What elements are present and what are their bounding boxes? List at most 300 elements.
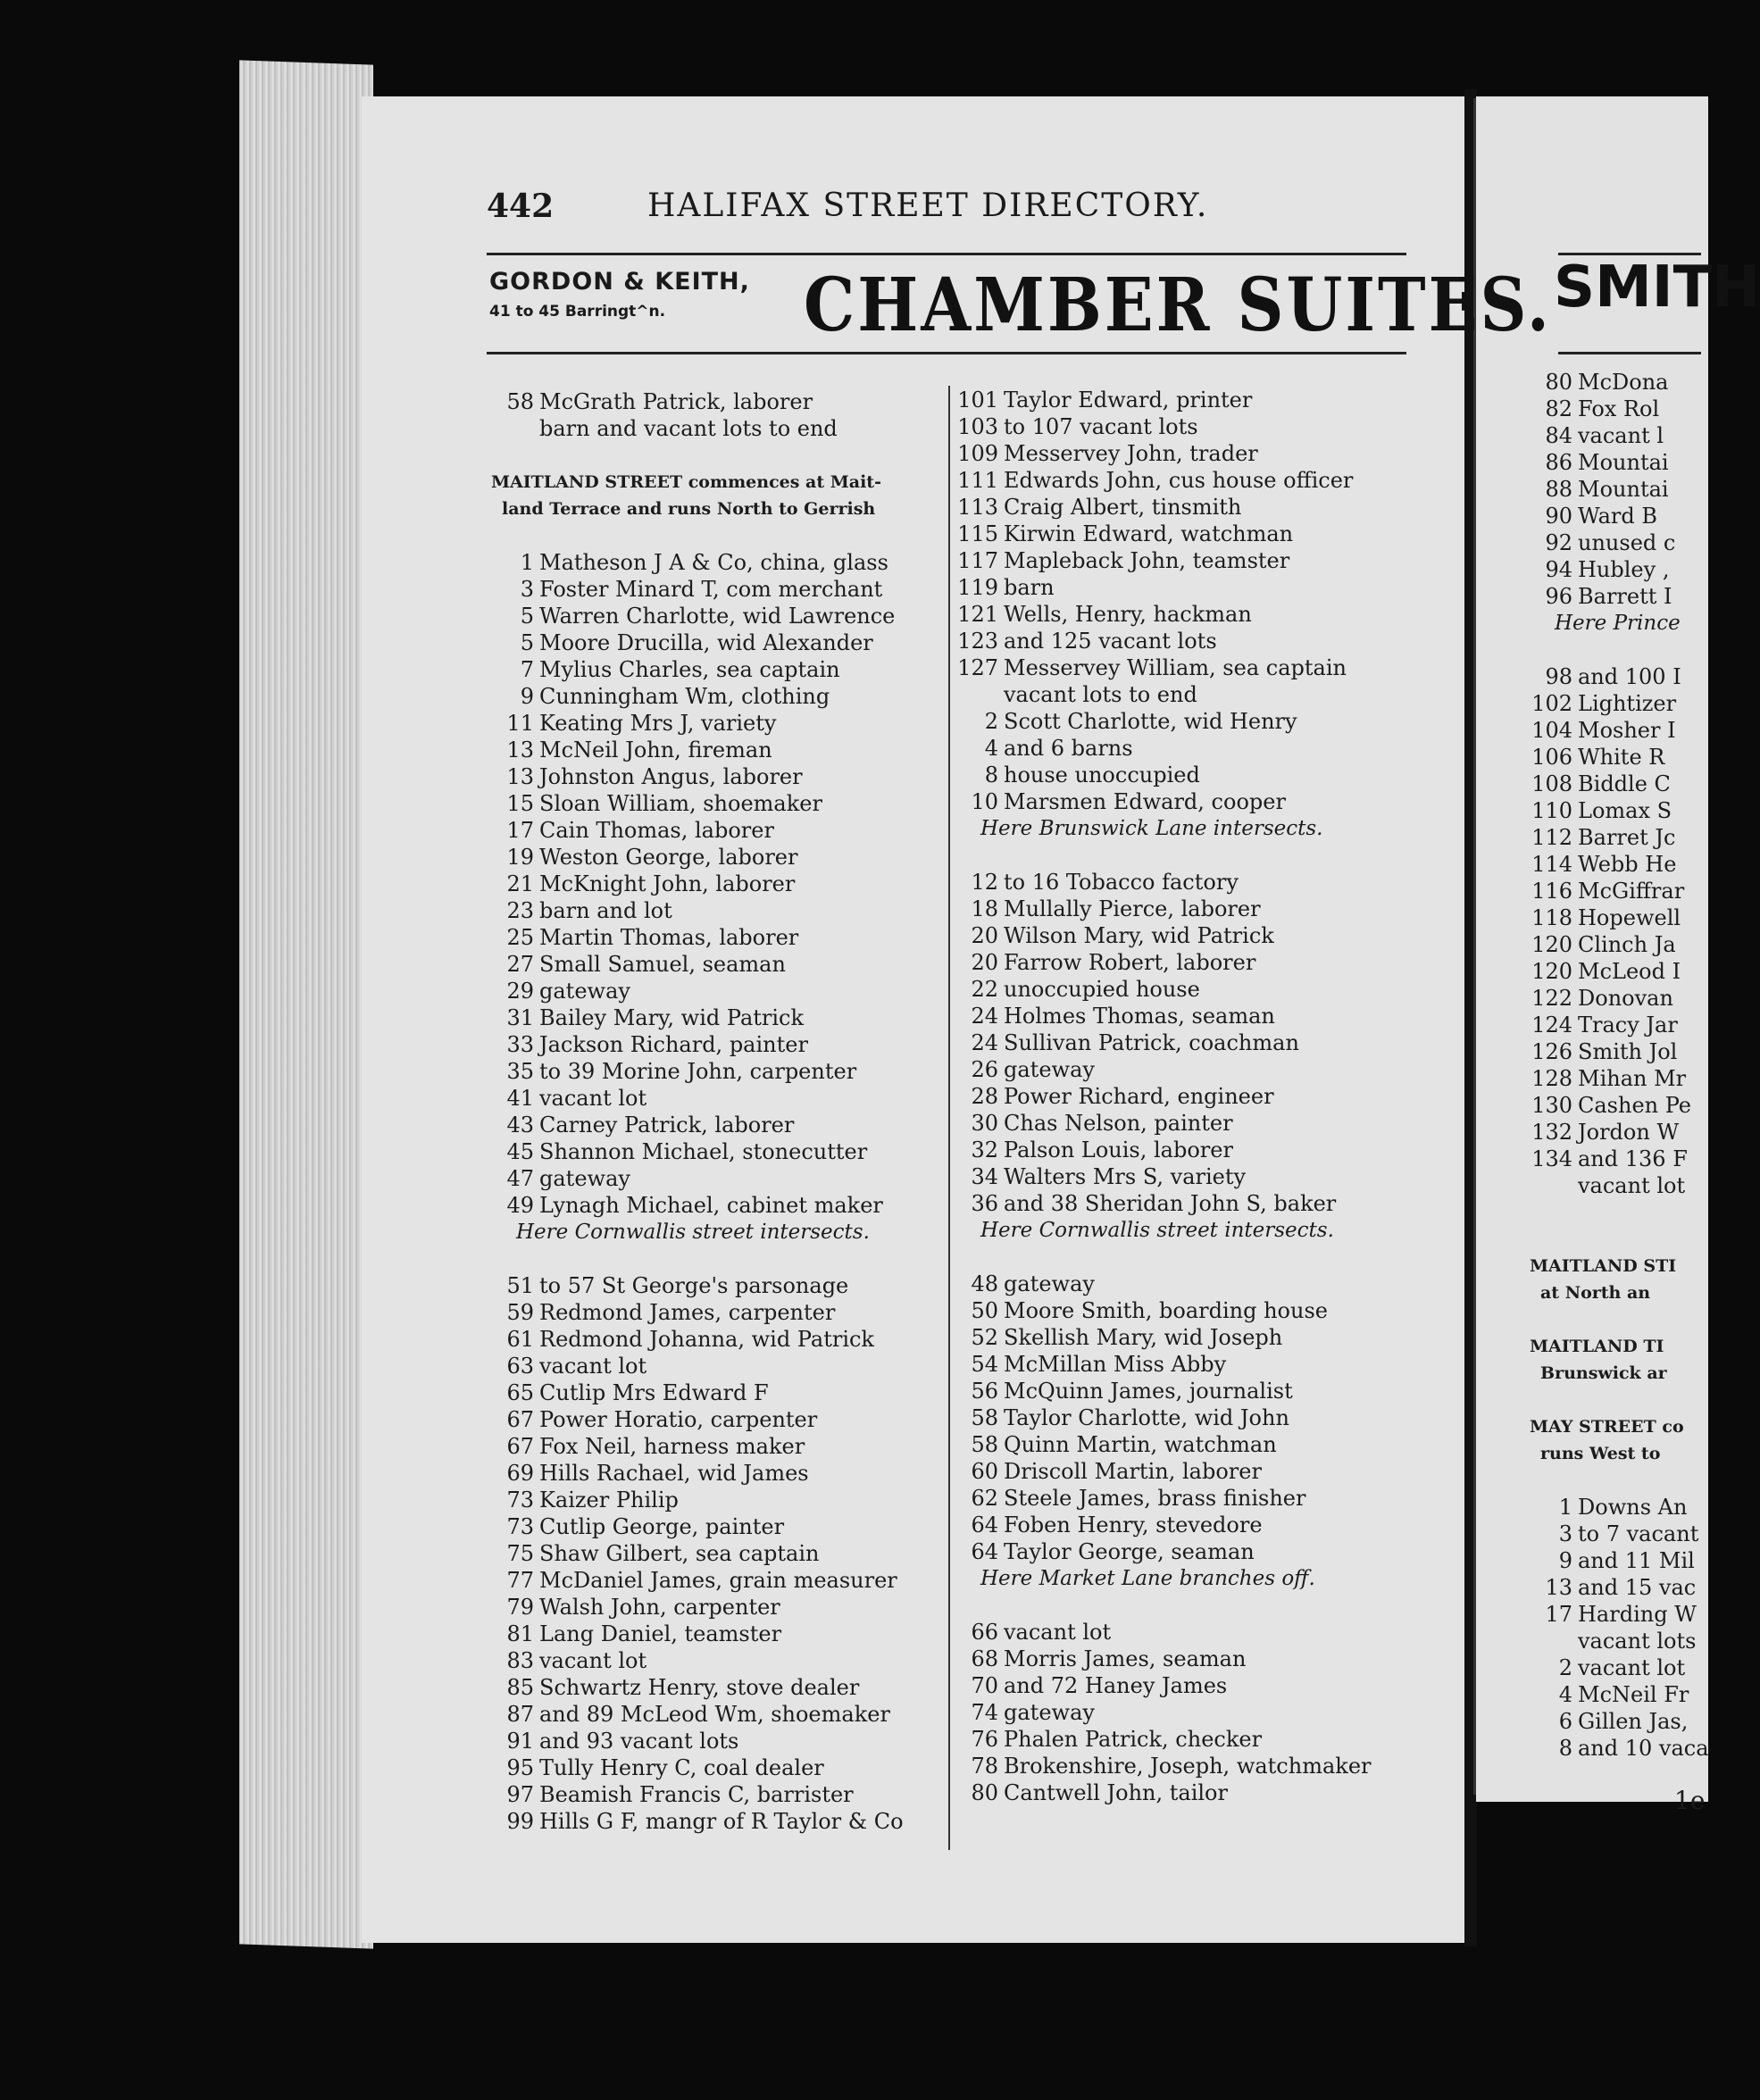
entry-text: vacant lot	[1578, 1655, 1686, 1680]
house-number: 20	[971, 950, 998, 975]
house-number: 95	[506, 1755, 534, 1780]
directory-entry	[1530, 1735, 1708, 1762]
entry-text: to 7 vacant	[1578, 1521, 1699, 1546]
house-number: 117	[957, 548, 998, 573]
directory-entry	[491, 1058, 938, 1085]
entry-text: Cain Thomas, laborer	[539, 818, 774, 843]
house-number: 111	[957, 468, 998, 493]
entry-text: Taylor George, seaman	[1004, 1539, 1255, 1564]
spacer	[491, 1246, 938, 1272]
entry-text: Mullally Pierce, laborer	[1004, 896, 1261, 921]
entry-text: and 125 vacant lots	[1004, 629, 1217, 654]
house-number: 21	[506, 871, 534, 896]
entry-text: White R	[1578, 745, 1665, 770]
entry-text: Wilson Mary, wid Patrick	[1004, 923, 1274, 948]
house-number: 73	[506, 1514, 534, 1539]
directory-entry	[1530, 1601, 1708, 1628]
house-number: 91	[506, 1729, 534, 1754]
directory-entry	[1530, 1092, 1708, 1119]
house-number: 50	[971, 1298, 998, 1323]
directory-entry	[1530, 904, 1708, 931]
directory-entry	[491, 1460, 938, 1487]
directory-entry	[491, 790, 938, 817]
directory-entry	[955, 440, 1420, 467]
directory-entry	[1530, 503, 1708, 529]
house-number: 118	[1531, 905, 1572, 930]
house-number: 123	[957, 629, 998, 654]
house-number: 47	[506, 1166, 534, 1191]
spacer	[1530, 1199, 1708, 1226]
house-number: 52	[971, 1325, 998, 1350]
house-number: 61	[506, 1327, 534, 1352]
entry-text: and 100 I	[1578, 664, 1681, 689]
directory-entry	[491, 603, 938, 629]
spacer	[1530, 1387, 1708, 1413]
house-number: 130	[1531, 1093, 1572, 1118]
entry-text: Hopewell	[1578, 905, 1681, 930]
house-number: 73	[506, 1488, 534, 1512]
directory-entry	[491, 1353, 938, 1379]
house-number: 58	[971, 1405, 998, 1430]
directory-entry	[491, 1192, 938, 1219]
entry-text: gateway	[1004, 1700, 1095, 1725]
directory-column-left	[491, 388, 938, 1835]
entry-text: Kirwin Edward, watchman	[1004, 521, 1294, 546]
house-number: 75	[506, 1541, 534, 1566]
house-number: 24	[971, 1004, 998, 1029]
street-heading: Brunswick ar	[1540, 1363, 1667, 1383]
directory-entry	[1530, 1012, 1708, 1038]
directory-entry	[955, 1431, 1420, 1458]
entry-text: and 38 Sheridan John S, baker	[1004, 1191, 1337, 1216]
directory-entry	[1530, 985, 1708, 1012]
entry-continuation: vacant lot	[1578, 1173, 1686, 1198]
directory-entry	[955, 1029, 1420, 1056]
entry-text: Cantwell John, tailor	[1004, 1780, 1228, 1805]
house-number: 64	[971, 1512, 998, 1538]
entry-text: McGrath Patrick, laborer	[539, 389, 813, 414]
entry-text: Lynagh Michael, cabinet maker	[539, 1193, 883, 1218]
entry-text: Walsh John, carpenter	[539, 1595, 780, 1620]
house-number: 101	[957, 388, 998, 412]
directory-entry	[955, 1404, 1420, 1431]
house-number: 126	[1531, 1039, 1572, 1064]
house-number: 29	[506, 979, 534, 1004]
house-number: 43	[506, 1112, 534, 1138]
spacer	[955, 1244, 1420, 1271]
entry-text: Schwartz Henry, stove dealer	[539, 1675, 860, 1700]
entry-text: and 89 McLeod Wm, shoemaker	[539, 1702, 890, 1727]
directory-entry	[491, 1112, 938, 1138]
house-number: 112	[1531, 825, 1572, 850]
directory-entry	[955, 1512, 1420, 1538]
directory-entry	[1530, 583, 1708, 610]
directory-entry	[1530, 1681, 1708, 1708]
directory-entry	[1530, 1574, 1708, 1601]
entry-text: McKnight John, laborer	[539, 871, 796, 896]
house-number: 121	[957, 602, 998, 627]
directory-entry	[955, 1297, 1420, 1324]
entry-text: Bailey Mary, wid Patrick	[539, 1005, 805, 1030]
directory-entry	[491, 1004, 938, 1031]
house-number: 108	[1531, 771, 1572, 796]
street-heading: MAITLAND STI	[1530, 1256, 1677, 1276]
spacer	[1530, 1226, 1708, 1253]
directory-entry	[955, 547, 1420, 574]
entry-text: Johnston Angus, laborer	[539, 764, 803, 789]
entry-text: gateway	[539, 979, 630, 1004]
ad-firm-name: GORDON & KEITH,	[489, 268, 750, 296]
directory-entry	[955, 654, 1420, 681]
advertisement-firm	[489, 268, 793, 321]
house-number: 9	[520, 684, 534, 709]
directory-entry	[955, 1324, 1420, 1351]
entry-text: Skellish Mary, wid Joseph	[1004, 1325, 1283, 1350]
entry-text: Shannon Michael, stonecutter	[539, 1139, 868, 1164]
house-number: 85	[506, 1675, 534, 1700]
house-number: 78	[971, 1754, 998, 1779]
house-number: 5	[520, 604, 534, 629]
right-ad-headline: SMITH	[1554, 254, 1760, 321]
entry-text: vacant lot	[539, 1086, 647, 1111]
entry-continuation: vacant lots	[1578, 1629, 1697, 1654]
entry-text: Donovan	[1578, 986, 1673, 1011]
entry-text: and 15 vac	[1578, 1575, 1697, 1600]
house-number: 4	[1558, 1682, 1572, 1707]
house-number: 24	[971, 1030, 998, 1055]
intersection-note: Here Prince	[1555, 612, 1681, 635]
house-number: 102	[1531, 691, 1572, 716]
directory-entry	[955, 1485, 1420, 1512]
house-number: 13	[506, 764, 534, 789]
entry-text: McDaniel James, grain measurer	[539, 1568, 897, 1593]
directory-entry	[955, 735, 1420, 762]
house-number: 80	[971, 1780, 998, 1805]
directory-entry	[491, 1272, 938, 1299]
entry-text: Ward B	[1578, 504, 1657, 529]
house-number: 60	[971, 1459, 998, 1484]
house-number: 10	[971, 789, 998, 814]
house-number: 51	[506, 1273, 534, 1298]
house-number: 99	[506, 1809, 534, 1834]
directory-title: HALIFAX STREET DIRECTORY.	[647, 188, 1209, 224]
street-heading: MAITLAND TI	[1530, 1337, 1664, 1356]
directory-entry	[491, 1406, 938, 1433]
directory-entry	[491, 924, 938, 951]
directory-entry	[491, 388, 938, 415]
directory-entry	[955, 1753, 1420, 1779]
house-number: 56	[971, 1379, 998, 1404]
directory-entry	[955, 869, 1420, 896]
entry-text: Hills Rachael, wid James	[539, 1461, 809, 1486]
directory-entry	[491, 1138, 938, 1165]
street-heading: land Terrace and runs North to Gerrish	[502, 499, 876, 519]
entry-text: Edwards John, cus house officer	[1004, 468, 1354, 493]
entry-text: Keating Mrs J, variety	[539, 711, 777, 736]
house-number: 9	[1558, 1548, 1572, 1573]
right-page-edge-rule	[1473, 98, 1476, 1795]
intersection-note: Here Cornwallis street intersects.	[516, 1221, 870, 1244]
spacer	[1530, 637, 1708, 663]
entry-continuation: barn and vacant lots to end	[539, 416, 838, 441]
directory-entry	[491, 1674, 938, 1701]
entry-text: Kaizer Philip	[539, 1488, 679, 1512]
entry-text: Moore Smith, boarding house	[1004, 1298, 1328, 1323]
entry-text: Mosher I	[1578, 718, 1676, 743]
house-number: 12	[971, 870, 998, 895]
directory-entry	[955, 387, 1420, 413]
house-number: 3	[520, 577, 534, 602]
directory-entry	[491, 549, 938, 576]
house-number: 34	[971, 1164, 998, 1189]
entry-text: Mapleback John, teamster	[1004, 548, 1290, 573]
house-number: 77	[506, 1568, 534, 1593]
entry-text: gateway	[1004, 1271, 1095, 1296]
entry-text: Martin Thomas, laborer	[539, 925, 799, 950]
directory-entry	[491, 897, 938, 924]
directory-entry	[491, 1701, 938, 1728]
house-number: 119	[957, 575, 998, 600]
house-number: 13	[1545, 1575, 1572, 1600]
entry-text: vacant lot	[539, 1354, 647, 1379]
house-number: 79	[506, 1595, 534, 1620]
house-number: 96	[1545, 584, 1572, 609]
entry-text: Cutlip Mrs Edward F	[539, 1380, 769, 1405]
house-number: 88	[1545, 477, 1572, 502]
directory-entry	[1530, 422, 1708, 449]
entry-text: Weston George, laborer	[539, 845, 798, 870]
house-number: 80	[1545, 370, 1572, 395]
house-number: 134	[1531, 1146, 1572, 1171]
house-number: 66	[971, 1620, 998, 1645]
house-number: 19	[506, 845, 534, 870]
directory-entry	[955, 762, 1420, 788]
spacer	[1530, 1467, 1708, 1494]
house-number: 87	[506, 1702, 534, 1727]
entry-text: unused c	[1578, 530, 1676, 555]
house-number: 22	[971, 977, 998, 1002]
entry-text: Biddle C	[1578, 771, 1671, 796]
directory-entry	[1530, 690, 1708, 717]
spacer	[1530, 1306, 1708, 1333]
directory-entry	[1530, 1494, 1708, 1521]
house-number: 69	[506, 1461, 534, 1486]
entry-text: Holmes Thomas, seaman	[1004, 1004, 1275, 1029]
directory-entry	[955, 494, 1420, 521]
directory-entry	[1530, 771, 1708, 797]
entry-text: Jordon W	[1578, 1120, 1680, 1145]
house-number: 11	[506, 711, 534, 736]
entry-text: Power Richard, engineer	[1004, 1084, 1274, 1109]
directory-entry	[491, 1808, 938, 1835]
directory-entry	[491, 710, 938, 737]
house-number: 81	[506, 1621, 534, 1646]
entry-text: to 107 vacant lots	[1004, 414, 1198, 439]
directory-entry	[1530, 931, 1708, 958]
house-number: 115	[957, 521, 998, 546]
directory-entry	[491, 737, 938, 763]
entry-text: McNeil Fr	[1578, 1682, 1689, 1707]
entry-text: vacant l	[1578, 423, 1664, 448]
entry-text: Palson Louis, laborer	[1004, 1138, 1233, 1162]
entry-text: Tully Henry C, coal dealer	[539, 1755, 824, 1780]
entry-text: and 11 Mil	[1578, 1548, 1695, 1573]
directory-entry	[955, 1538, 1420, 1565]
directory-entry	[491, 1513, 938, 1540]
house-number: 109	[957, 441, 998, 466]
directory-entry	[491, 1540, 938, 1567]
directory-entry	[1530, 369, 1708, 396]
entry-text: Mylius Charles, sea captain	[539, 657, 840, 682]
house-number: 127	[957, 655, 998, 680]
entry-text: vacant lot	[1004, 1620, 1112, 1645]
street-heading: MAY STREET co	[1530, 1417, 1684, 1437]
entry-text: Beamish Francis C, barrister	[539, 1782, 854, 1807]
right-page-footer: 1e	[1674, 1786, 1706, 1815]
directory-entry	[955, 1672, 1420, 1699]
ad-address: 41 to 45 Barringt^n.	[489, 303, 666, 321]
directory-entry	[955, 1378, 1420, 1404]
entry-text: Taylor Charlotte, wid John	[1004, 1405, 1289, 1430]
entry-text: Cunningham Wm, clothing	[539, 684, 830, 709]
entry-text: Chas Nelson, painter	[1004, 1111, 1233, 1136]
house-number: 3	[1558, 1521, 1572, 1546]
house-number: 13	[506, 738, 534, 762]
entry-text: Gillen Jas,	[1578, 1709, 1689, 1734]
directory-entry	[1530, 717, 1708, 744]
directory-entry	[955, 628, 1420, 654]
house-number: 104	[1531, 718, 1572, 743]
running-header	[487, 188, 1406, 241]
entry-text: gateway	[539, 1166, 630, 1191]
house-number: 58	[506, 389, 534, 414]
intersection-note: Here Market Lane branches off.	[980, 1567, 1315, 1590]
directory-entry	[491, 951, 938, 978]
house-number: 67	[506, 1407, 534, 1432]
house-number: 83	[506, 1648, 534, 1673]
directory-entry	[491, 629, 938, 656]
house-number: 65	[506, 1380, 534, 1405]
house-number: 15	[506, 791, 534, 816]
entry-text: Lomax S	[1578, 798, 1672, 823]
intersection-note: Here Brunswick Lane intersects.	[980, 817, 1323, 840]
house-number: 113	[957, 495, 998, 520]
entry-text: Matheson J A & Co, china, glass	[539, 550, 888, 575]
house-number: 64	[971, 1539, 998, 1564]
house-number: 116	[1531, 879, 1572, 904]
house-number: 103	[957, 414, 998, 439]
directory-entry	[1530, 1065, 1708, 1092]
directory-entry	[1530, 396, 1708, 422]
house-number: 45	[506, 1139, 534, 1164]
directory-entry	[491, 1299, 938, 1326]
house-number: 17	[1545, 1602, 1572, 1627]
entry-text: Farrow Robert, laborer	[1004, 950, 1256, 975]
directory-entry	[1530, 744, 1708, 771]
house-number: 6	[1558, 1709, 1572, 1734]
entry-text: Carney Patrick, laborer	[539, 1112, 795, 1138]
house-number: 1	[520, 550, 534, 575]
entry-text: Shaw Gilbert, sea captain	[539, 1541, 820, 1566]
directory-entry	[491, 763, 938, 790]
house-number: 5	[520, 630, 534, 655]
entry-text: McNeil John, fireman	[539, 738, 772, 762]
house-number: 98	[1545, 664, 1572, 689]
directory-entry	[955, 1003, 1420, 1029]
entry-text: Sullivan Patrick, coachman	[1004, 1030, 1299, 1055]
entry-text: barn	[1004, 575, 1055, 600]
house-number: 35	[506, 1059, 534, 1084]
directory-entry	[955, 1779, 1420, 1806]
entry-text: Mountai	[1578, 477, 1669, 502]
directory-column-middle	[955, 387, 1420, 1806]
house-number: 1	[1558, 1495, 1572, 1520]
entry-text: Lang Daniel, teamster	[539, 1621, 782, 1646]
directory-entry	[491, 1754, 938, 1781]
directory-entry	[955, 1271, 1420, 1297]
header-top-rule	[487, 253, 1406, 255]
entry-text: and 93 vacant lots	[539, 1729, 739, 1754]
directory-entry	[491, 978, 938, 1004]
house-number: 33	[506, 1032, 534, 1057]
directory-entry	[955, 949, 1420, 976]
directory-entry	[955, 1110, 1420, 1137]
house-number: 76	[971, 1727, 998, 1752]
house-number: 59	[506, 1300, 534, 1325]
entry-text: Moore Drucilla, wid Alexander	[539, 630, 873, 655]
entry-text: Cashen Pe	[1578, 1093, 1692, 1118]
house-number: 41	[506, 1086, 534, 1111]
directory-entry	[955, 1699, 1420, 1726]
entry-text: Redmond Johanna, wid Patrick	[539, 1327, 874, 1352]
entry-text: gateway	[1004, 1057, 1095, 1082]
book-page-edges	[239, 60, 373, 1948]
directory-entry	[1530, 878, 1708, 904]
street-heading: runs West to	[1540, 1444, 1661, 1463]
directory-entry	[1530, 449, 1708, 476]
entry-text: Clinch Ja	[1578, 932, 1676, 957]
directory-entry	[955, 1190, 1420, 1217]
house-number: 84	[1545, 423, 1572, 448]
house-number: 49	[506, 1193, 534, 1218]
entry-text: Wells, Henry, hackman	[1004, 602, 1252, 627]
directory-entry	[955, 1726, 1420, 1753]
entry-text: Cutlip George, painter	[539, 1514, 785, 1539]
entry-text: Sloan William, shoemaker	[539, 791, 822, 816]
directory-entry	[955, 1137, 1420, 1163]
directory-entry	[1530, 1654, 1708, 1681]
directory-entry	[1530, 529, 1708, 556]
house-number: 7	[520, 657, 534, 682]
intersection-note: Here Cornwallis street intersects.	[980, 1219, 1334, 1242]
entry-text: McQuinn James, journalist	[1004, 1379, 1293, 1404]
house-number: 2	[984, 709, 998, 734]
house-number: 36	[971, 1191, 998, 1216]
directory-entry	[955, 1056, 1420, 1083]
entry-text: barn and lot	[539, 898, 672, 923]
entry-text: Scott Charlotte, wid Henry	[1004, 709, 1297, 734]
entry-text: Power Horatio, carpenter	[539, 1407, 818, 1432]
entry-text: Tracy Jar	[1578, 1012, 1678, 1038]
page-number: 442	[487, 188, 555, 225]
house-number: 68	[971, 1646, 998, 1671]
entry-text: Messervey John, trader	[1004, 441, 1258, 466]
house-number: 27	[506, 952, 534, 977]
entry-text: house unoccupied	[1004, 762, 1200, 788]
entry-text: Harding W	[1578, 1602, 1697, 1627]
house-number: 54	[971, 1352, 998, 1377]
house-number: 92	[1545, 530, 1572, 555]
